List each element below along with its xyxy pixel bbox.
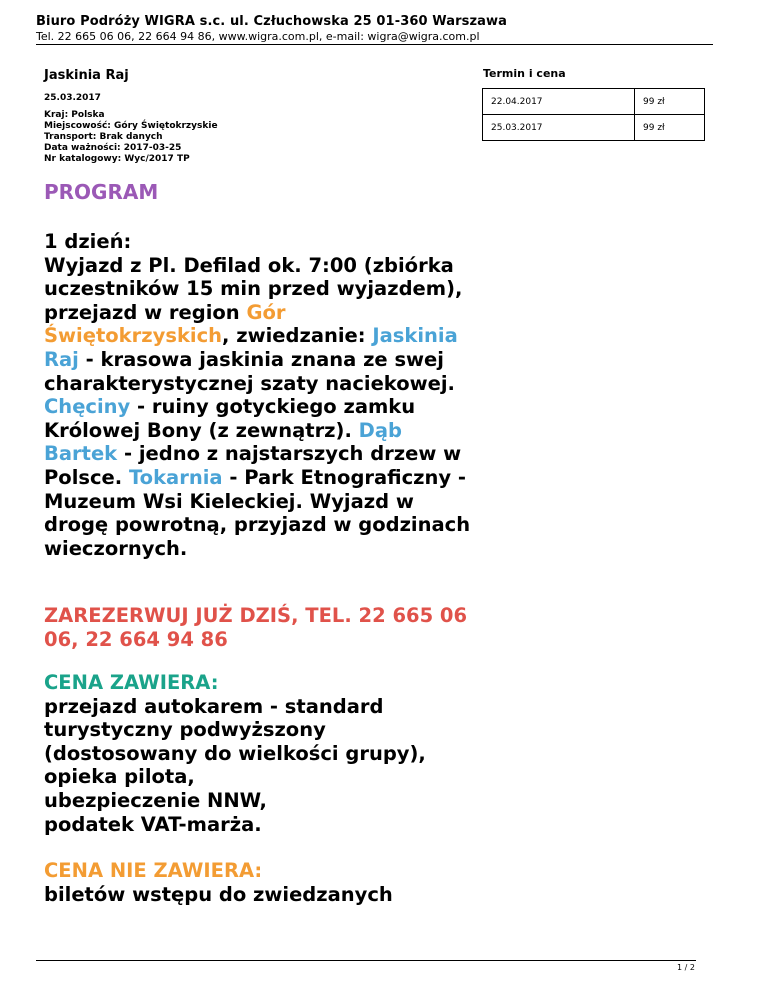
price-includes-item: opieka pilota, xyxy=(44,765,195,789)
price-row-date: 22.04.2017 xyxy=(483,89,635,115)
program-description xyxy=(44,230,474,560)
price-row-price: 99 zł xyxy=(635,115,705,141)
program-text: Wyjazd z Pl. Defilad ok. 7:00 (zbiórka uczestników 15 min przed wyjazdem), przejazd w region xyxy=(44,253,463,324)
trip-title: Jaskinia Raj xyxy=(44,68,129,83)
price-includes-heading: CENA ZAWIERA: xyxy=(44,671,219,694)
price-includes-item: podatek VAT-marża. xyxy=(44,812,262,836)
trip-transport: Transport: Brak danych xyxy=(44,132,163,142)
reservation-callout: ZAREZERWUJ JUŻ DZIŚ, TEL. 22 665 06 06, 22 664 94 86 xyxy=(44,604,468,651)
trip-place: Miejscowość: Góry Świętokrzyskie xyxy=(44,121,218,131)
page-number: 1 / 2 xyxy=(677,963,695,972)
trip-country: Kraj: Polska xyxy=(44,110,105,120)
price-excludes-item: biletów wstępu do zwiedzanych xyxy=(44,882,393,906)
program-text: , zwiedzanie: xyxy=(222,324,373,348)
price-table-title: Termin i cena xyxy=(483,67,566,80)
price-includes-item: ubezpieczenie NNW, xyxy=(44,788,267,812)
price-includes-section xyxy=(44,671,484,836)
attraction-link-dab-bartek[interactable]: Dąb Bartek xyxy=(44,418,402,466)
price-excludes-heading: CENA NIE ZAWIERA: xyxy=(44,859,263,882)
header-divider xyxy=(36,44,713,45)
trip-details xyxy=(44,110,218,165)
program-text: - jedno z najstarszych drzew w Polsce. xyxy=(44,442,462,489)
program-day-label: 1 dzień: xyxy=(44,230,132,253)
price-row-price: 99 zł xyxy=(635,89,705,115)
attraction-link-checiny[interactable]: Chęciny xyxy=(44,395,131,419)
trip-catalog-number: Nr katalogowy: Wyc/2017 TP xyxy=(44,154,190,164)
price-includes-item: przejazd autokarem - standard turystyczny podwyższony (dostosowany do wielkości grupy), xyxy=(44,694,426,765)
program-text: - krasowa jaskinia znana ze swej charakterystycznej szaty naciekowej. xyxy=(44,347,455,395)
price-row-date: 25.03.2017 xyxy=(483,115,635,141)
trip-validity: Data ważności: 2017-03-25 xyxy=(44,143,182,153)
price-row xyxy=(483,89,705,115)
price-table xyxy=(482,88,705,141)
program-text: - ruiny gotyckiego zamku Królowej Bony (z zewnątrz). xyxy=(44,395,416,442)
attraction-link-tokarnia[interactable]: Tokarnia xyxy=(128,465,223,489)
company-contact-line: Tel. 22 665 06 06, 22 664 94 86, www.wigra.com.pl, e-mail: wigra@wigra.com.pl xyxy=(36,30,480,43)
program-heading: PROGRAM xyxy=(44,180,159,204)
price-excludes-section xyxy=(44,859,484,906)
footer-divider xyxy=(36,960,696,961)
trip-date: 25.03.2017 xyxy=(44,93,101,103)
price-row xyxy=(483,115,705,141)
region-link[interactable]: Gór Świętokrzyskich xyxy=(44,300,286,348)
company-header-title: Biuro Podróży WIGRA s.c. ul. Człuchowska 25 01-360 Warszawa xyxy=(36,14,507,29)
attraction-link-jaskinia-raj[interactable]: Jaskinia Raj xyxy=(44,324,458,371)
program-text: - Park Etnograficzny - Muzeum Wsi Kieleckiej. Wyjazd w drogę powrotną, przyjazd w godzinach wieczornych. xyxy=(44,465,471,560)
